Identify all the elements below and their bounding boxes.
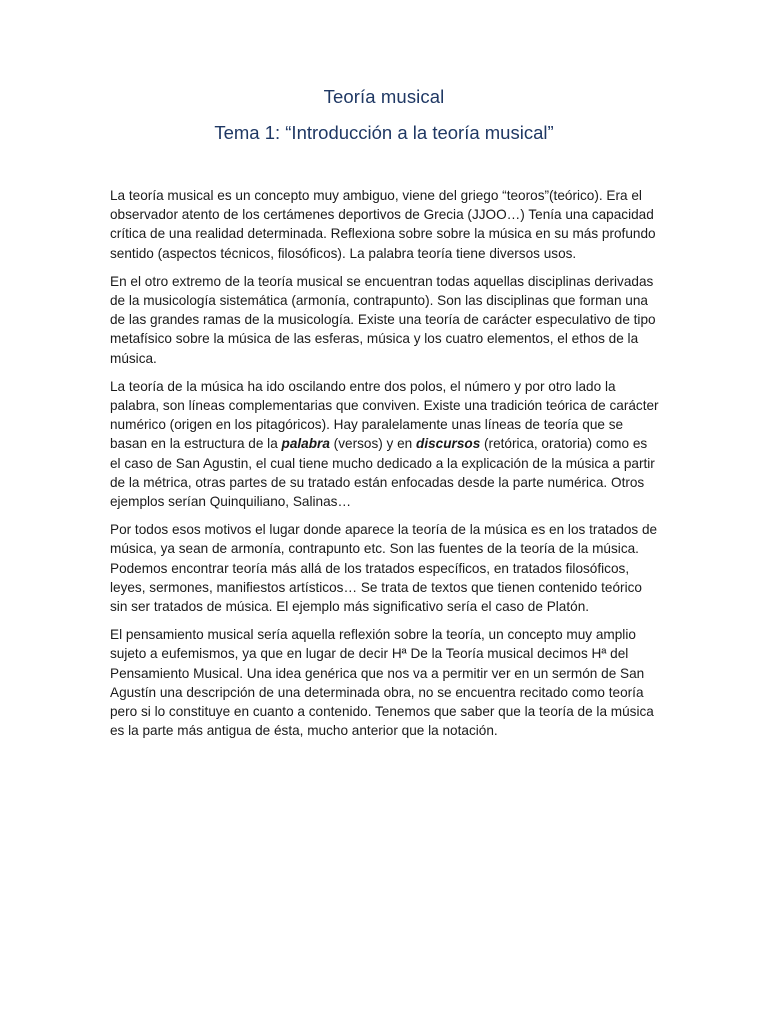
paragraph-2: En el otro extremo de la teoría musical se encuentran todas aquellas disciplinas derivadas de la musicología sistemática (armonía, contrapunto). Son las disciplinas que forman una de las grandes ramas de la musicología. Existe una teoría de carácter especulativo de tipo metafísico sobre la música de las esferas, música y los cuatro elementos, el ethos de la música. (110, 273, 656, 366)
emphasis-discursos: discursos (416, 436, 481, 452)
paragraph-4: Por todos esos motivos el lugar donde aparece la teoría de la música es en los tratados de música, ya sean de armonía, contrapunto etc. Son las fuentes de la teoría de la música. Podemos encontrar teoría más allá de los tratados específicos, en tratados filosóficos, leyes, sermones, manifiestos artísticos… Se trata de textos que tienen contenido teórico sin ser tratados de música. El ejemplo más significativo sería el caso de Platón. (110, 522, 658, 615)
paragraph-3-part-3: (retórica, oratoria) como es el caso de San Agustin, el cual tiene mucho dedicado a la explicación de la música a partir de la métrica, otras partes de su tratado están enfocadas desde la parte numérica. Otros ejemplos serían Quinquiliano, Salinas… (110, 436, 655, 510)
paragraph-1: La teoría musical es un concepto muy ambiguo, viene del griego “teoros”(teórico). Era el observador atento de los certámenes deportivos de Grecia (JJOO…) Tenía una capacidad crítica de una realidad determinada. Reflexiona sobre sobre la música en su más profundo sentido (aspectos técnicos, filosóficos). La palabra teoría tiene diversos usos. (110, 188, 656, 261)
paragraph-3 (110, 377, 660, 511)
paragraph-5: El pensamiento musical sería aquella reflexión sobre la teoría, un concepto muy amplio sujeto a eufemismos, ya que en lugar de decir Hª De la Teoría musical decimos Hª del Pensamiento Musical. Una idea genérica que nos va a permitir ver en un sermón de San Agustín una descripción de una determinada obra, no se encuentra recitado como teoría pero si lo constituye en cuanto a contenido. Tenemos que saber que la teoría de la música es la parte más antigua de ésta, mucho anterior que la notación. (110, 627, 654, 739)
document-body (110, 186, 660, 749)
document-subtitle: Tema 1: “Introducción a la teoría musical” (214, 122, 554, 143)
paragraph-3-part-1: La teoría de la música ha ido oscilando entre dos polos, el número y por otro lado la palabra, son líneas complementarias que conviven. Existe una tradición teórica de carácter numérico (origen en los pitagóricos). Hay paralelamente unas líneas de teoría que se basan en la estructura de la (110, 378, 659, 452)
paragraph-3-part-2: (versos) y en (329, 436, 417, 452)
document-title: Teoría musical (323, 86, 445, 107)
emphasis-palabra: palabra (281, 436, 330, 452)
